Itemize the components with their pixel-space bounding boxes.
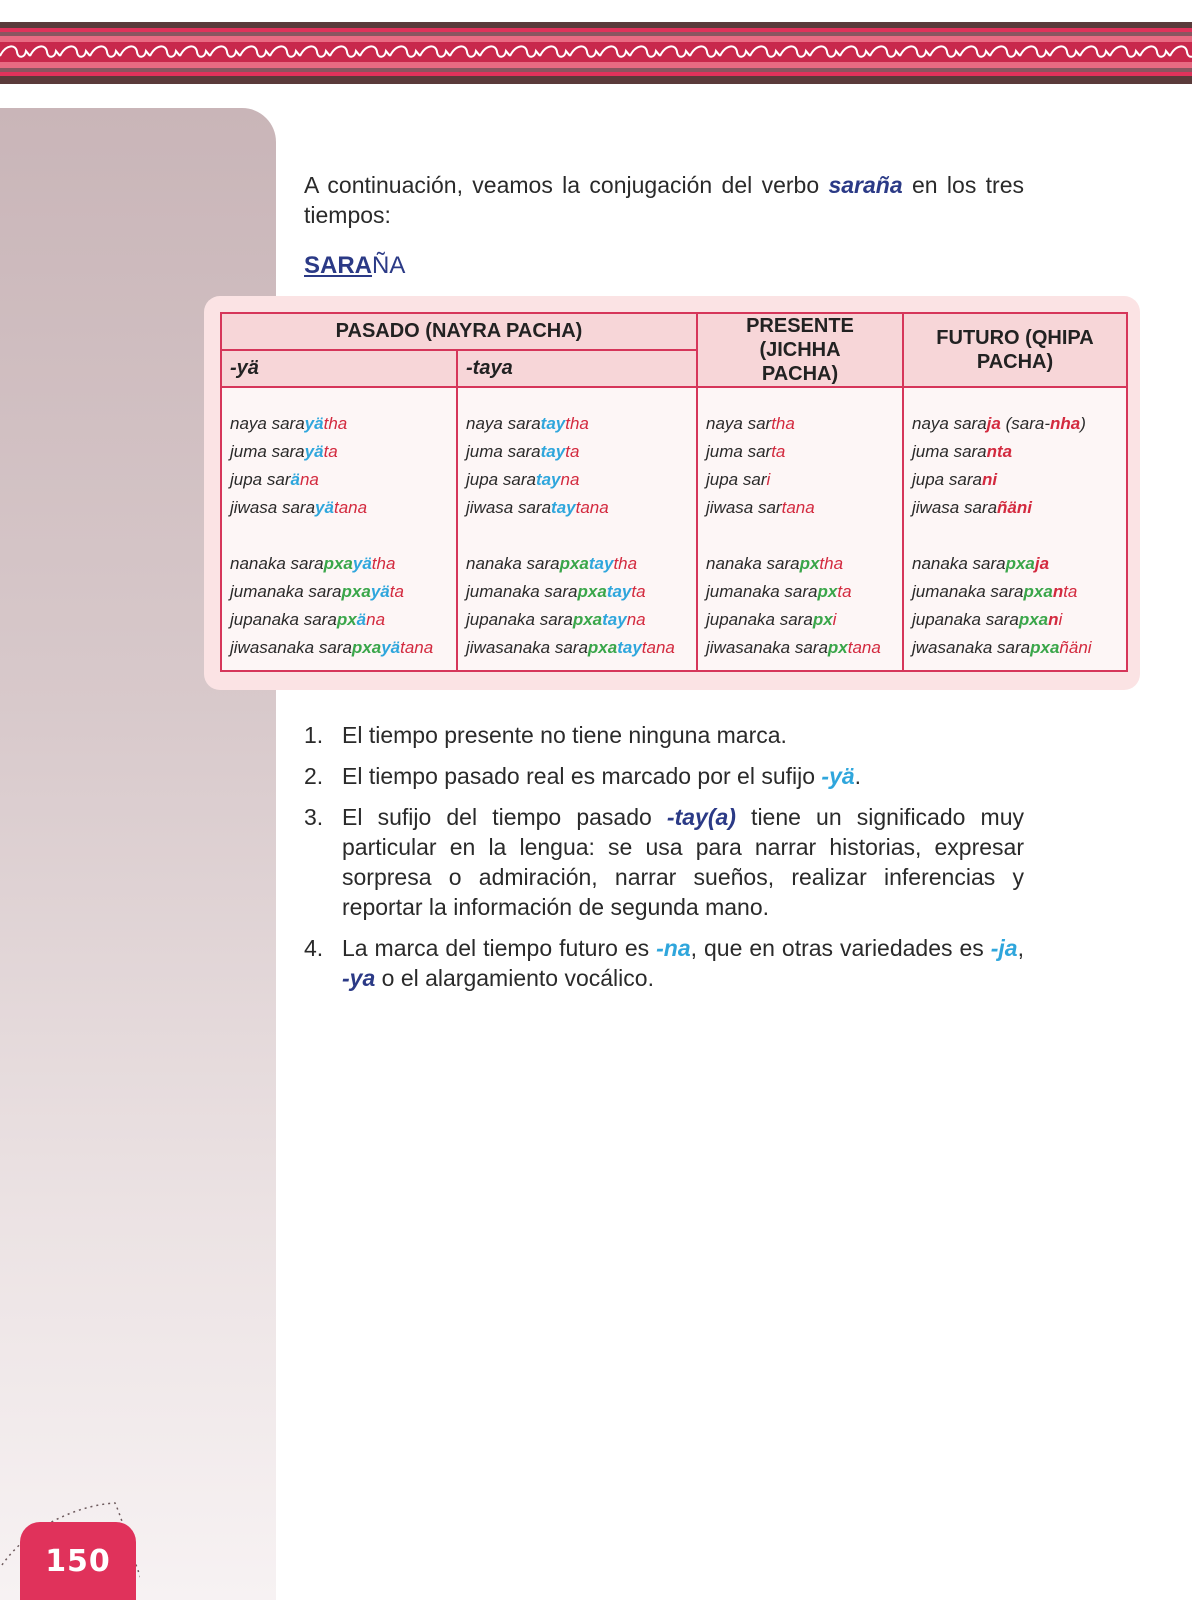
intro-text-end: en los tres tiempos: (304, 172, 1025, 228)
suffix-segment: tha (371, 554, 396, 573)
row-separator (912, 522, 1126, 550)
header-past-taya: -taya (457, 350, 697, 387)
conjugation-form (466, 438, 696, 466)
text-segment: , que en otras variedades es (690, 935, 991, 961)
stem-segment: jupanaka sara (912, 610, 1019, 629)
suffix-segment: ta (323, 442, 338, 461)
suffix-segment: pxa (559, 554, 589, 573)
stem-segment: jiwasanaka sara (466, 638, 588, 657)
stem-segment: nanaka sara (466, 554, 560, 573)
suffix-segment: pxa (572, 610, 603, 629)
row-separator (230, 522, 456, 550)
stem-segment: jupanaka sara (466, 610, 573, 629)
column-future (903, 387, 1127, 671)
suffix-segment: n (1052, 582, 1064, 601)
suffix-segment: px (812, 610, 833, 629)
suffix-segment: yä (315, 498, 334, 517)
conjugation-form (466, 410, 696, 438)
conjugation-form (466, 578, 696, 606)
suffix-segment: ta (837, 582, 852, 601)
wave-segment (1140, 46, 1170, 56)
conjugation-form (706, 606, 902, 634)
header-present (697, 313, 903, 387)
header-future-label: FUTURO (QHIPA PACHA) (936, 327, 1094, 373)
stem-segment: jumanaka sara (706, 582, 818, 601)
stem-segment: nanaka sara (706, 554, 800, 573)
stem-segment: jumanaka sara (230, 582, 342, 601)
suffix-segment: na (560, 470, 580, 489)
conjugation-form (466, 550, 696, 578)
conjugation-form (230, 634, 456, 662)
wave-segment (660, 46, 690, 56)
suffix-highlight: -yä (821, 763, 855, 789)
suffix-segment: px (336, 610, 357, 629)
list-number: 2. (304, 763, 324, 789)
intro-text: A continuación, veamos la conjugación del verbo (304, 172, 829, 198)
wave-segment (30, 46, 60, 56)
suffix-segment: tha (613, 554, 638, 573)
list-item (304, 933, 1024, 993)
stem-segment: jumanaka sara (466, 582, 578, 601)
conjugation-form (912, 438, 1126, 466)
stem-segment: nanaka sara (230, 554, 324, 573)
suffix-segment: ta (389, 582, 404, 601)
text-segment: o el alargamiento vocálico. (375, 965, 654, 991)
wave-segment (0, 46, 30, 56)
conjugation-form (230, 606, 456, 634)
suffix-segment: nta (986, 442, 1013, 461)
conjugation-form (912, 466, 1126, 494)
wave-segment (1110, 46, 1140, 56)
suffix-segment: tha (565, 414, 589, 433)
wave-segment (690, 46, 720, 56)
stem-segment: ) (1080, 414, 1086, 433)
suffix-segment: tay (551, 498, 576, 517)
stem-segment: jupanaka sara (230, 610, 337, 629)
stem-segment: jupa sar (230, 470, 291, 489)
decorative-top-band (0, 22, 1192, 84)
conjugation-form (706, 634, 902, 662)
intro-paragraph (304, 170, 1024, 230)
suffix-segment: ni (981, 470, 998, 489)
text-segment: tiene un significado muy particular en la lengua: se usa para narrar historias, expresar sorpresa o admiración, narrar sueños, realizar inferencias y reportar la información de segunda mano. (342, 804, 1024, 920)
suffix-segment: yä (304, 442, 324, 461)
conjugation-form (230, 438, 456, 466)
conjugation-table (220, 312, 1128, 672)
stem-segment: jupanaka sara (706, 610, 813, 629)
conjugation-form (706, 410, 902, 438)
conjugation-form (706, 550, 902, 578)
stem-segment: jiwasa sara (466, 498, 552, 517)
suffix-segment: yä (304, 414, 324, 433)
conjugation-form (912, 550, 1126, 578)
stem-segment: jumanaka sara (912, 582, 1024, 601)
verb-root: SARA (304, 252, 373, 279)
suffix-segment: i (832, 610, 837, 629)
conjugation-form (706, 438, 902, 466)
column-past-taya (457, 387, 697, 671)
suffix-segment: pxa (323, 554, 353, 573)
column-past-ya (221, 387, 457, 671)
suffix-segment: pxa (1030, 638, 1060, 657)
wave-segment (930, 46, 960, 56)
suffix-segment: i (1058, 610, 1063, 629)
suffix-segment: ta (565, 442, 580, 461)
suffix-segment: pxa (351, 638, 382, 657)
stem-segment: jupa sar (706, 470, 767, 489)
conjugation-form (912, 410, 1126, 438)
stem-segment: jupa sara (912, 470, 982, 489)
suffix-segment: ta (631, 582, 646, 601)
wave-segment (60, 46, 90, 56)
wave-segment (600, 46, 630, 56)
suffix-segment: tay (602, 610, 627, 629)
conjugation-form (706, 494, 902, 522)
suffix-segment: tay (606, 582, 632, 601)
stem-segment: juma sar (706, 442, 772, 461)
conjugation-form (912, 634, 1126, 662)
wave-segment (120, 46, 150, 56)
wave-segment (210, 46, 240, 56)
list-item (304, 802, 1024, 922)
wave-segment (300, 46, 330, 56)
suffix-highlight: -na (656, 935, 691, 961)
suffix-segment: ñäni (1059, 638, 1092, 657)
suffix-segment: pxa (1023, 582, 1053, 601)
suffix-segment: tha (819, 554, 844, 573)
suffix-segment: yä (352, 554, 372, 573)
stem-segment: (sara- (1000, 414, 1050, 433)
text-segment: . (854, 763, 862, 789)
list-number: 4. (304, 935, 324, 961)
wave-segment (810, 46, 840, 56)
list-item (304, 761, 1024, 791)
suffix-segment: i (766, 470, 771, 489)
suffix-segment: tana (847, 638, 881, 657)
wave-segment (1080, 46, 1110, 56)
conjugation-form (466, 606, 696, 634)
suffix-segment: ä (356, 610, 367, 629)
wave-segment (330, 46, 360, 56)
conjugation-form (912, 606, 1126, 634)
suffix-segment: ja (986, 414, 1001, 433)
suffix-segment: tay (540, 414, 566, 433)
suffix-segment: tana (333, 498, 368, 517)
wave-segment (750, 46, 780, 56)
suffix-segment: ja (1034, 554, 1050, 573)
suffix-segment: pxa (577, 582, 607, 601)
header-future (903, 313, 1127, 387)
suffix-segment: na (626, 610, 646, 629)
conjugation-form (230, 410, 456, 438)
wave-segment (840, 46, 870, 56)
stem-segment: jwasanaka sara (912, 638, 1031, 657)
stem-segment: naya sar (706, 414, 772, 433)
conjugation-form (466, 466, 696, 494)
main-content (304, 170, 1024, 280)
wave-segment (720, 46, 750, 56)
suffix-highlight: -tay(a) (666, 804, 736, 830)
suffix-segment: tana (781, 498, 815, 517)
wave-segment (990, 46, 1020, 56)
suffix-segment: yä (370, 582, 390, 601)
wave-segment (390, 46, 420, 56)
conjugation-form (230, 494, 456, 522)
header-past-ya: -yä (221, 350, 457, 387)
stem-segment: juma sara (466, 442, 541, 461)
conjugation-form (230, 578, 456, 606)
conjugation-form (466, 634, 696, 662)
suffix-highlight: -ya (342, 965, 376, 991)
row-separator (706, 522, 902, 550)
conjugation-form (912, 578, 1126, 606)
wave-segment (90, 46, 120, 56)
list-text (342, 933, 1024, 993)
wave-segment (240, 46, 270, 56)
list-text (342, 802, 1024, 922)
text-segment: El tiempo pasado real es marcado por el sufijo (342, 763, 822, 789)
wave-segment (540, 46, 570, 56)
suffix-segment: tay (617, 638, 642, 657)
suffix-segment: tay (535, 470, 561, 489)
stem-segment: juma sara (230, 442, 305, 461)
row-separator (466, 522, 696, 550)
wave-segment (510, 46, 540, 56)
wave-segment (150, 46, 180, 56)
wave-segment (570, 46, 600, 56)
wave-segment (270, 46, 300, 56)
suffix-segment: pxa (1005, 554, 1035, 573)
text-segment: El sufijo del tiempo pasado (342, 804, 667, 830)
suffix-segment: tay (540, 442, 566, 461)
suffix-segment: tana (400, 638, 434, 657)
stem-segment: jiwasanaka sara (706, 638, 828, 657)
intro-verb: saraña (828, 172, 903, 198)
suffix-segment: nha (1049, 414, 1081, 433)
wave-pattern-icon (0, 42, 1192, 62)
suffix-segment: na (299, 470, 319, 489)
stem-segment: jiwasa sara (230, 498, 316, 517)
suffix-segment: px (827, 638, 848, 657)
suffix-segment: px (799, 554, 820, 573)
column-present (697, 387, 903, 671)
notes-list (304, 720, 1024, 1004)
wave-segment (180, 46, 210, 56)
wave-segment (450, 46, 480, 56)
wave-segment (960, 46, 990, 56)
wave-segment (630, 46, 660, 56)
conjugation-form (466, 494, 696, 522)
conjugation-form (912, 494, 1126, 522)
header-present-label: PRESENTE (JICHHA PACHA) (746, 315, 854, 385)
conjugation-table-panel (204, 296, 1140, 690)
suffix-segment: pxa (341, 582, 371, 601)
text-segment: , (1017, 935, 1024, 961)
suffix-segment: ä (290, 470, 300, 489)
verb-heading (304, 252, 1024, 280)
conjugation-form (230, 550, 456, 578)
stem-segment: nanaka sara (912, 554, 1006, 573)
text-segment: El tiempo presente no tiene ninguna marca. (342, 722, 787, 748)
stem-segment: jupa sara (466, 470, 536, 489)
stem-segment: naya sara (912, 414, 987, 433)
suffix-segment: yä (381, 638, 401, 657)
wave-segment (1050, 46, 1080, 56)
header-past: PASADO (NAYRA PACHA) (221, 313, 697, 350)
stem-segment: jiwasa sara (912, 498, 998, 517)
suffix-segment: ñäni (997, 498, 1032, 517)
wave-segment (480, 46, 510, 56)
list-text (342, 761, 1024, 791)
suffix-segment: pxa (1018, 610, 1049, 629)
suffix-segment: pxa (587, 638, 618, 657)
list-number: 1. (304, 722, 324, 748)
suffix-segment: px (817, 582, 838, 601)
suffix-segment: tay (588, 554, 614, 573)
suffix-segment: tha (771, 414, 795, 433)
conjugation-form (706, 578, 902, 606)
list-number: 3. (304, 804, 324, 830)
wave-segment (360, 46, 390, 56)
stem-segment: naya sara (230, 414, 305, 433)
wave-segment (1020, 46, 1050, 56)
wave-segment (780, 46, 810, 56)
conjugation-form (230, 466, 456, 494)
conjugation-form (706, 466, 902, 494)
stem-segment: jiwasanaka sara (230, 638, 352, 657)
list-text (342, 720, 1024, 750)
stem-segment: naya sara (466, 414, 541, 433)
stem-segment: juma sara (912, 442, 987, 461)
wave-segment (900, 46, 930, 56)
wave-segment (870, 46, 900, 56)
list-item (304, 720, 1024, 750)
suffix-segment: na (366, 610, 386, 629)
suffix-segment: ta (771, 442, 786, 461)
wave-segment (1170, 46, 1192, 56)
verb-ending: ÑA (372, 252, 406, 279)
wave-segment (420, 46, 450, 56)
suffix-segment: tha (323, 414, 348, 433)
text-segment: La marca del tiempo futuro es (342, 935, 657, 961)
suffix-segment: ta (1063, 582, 1078, 601)
suffix-highlight: -ja (990, 935, 1018, 961)
suffix-segment: tana (641, 638, 675, 657)
page-number-badge: 150 (20, 1522, 136, 1600)
suffix-segment: tana (575, 498, 609, 517)
suffix-segment: n (1048, 610, 1059, 629)
stem-segment: jiwasa sar (706, 498, 782, 517)
